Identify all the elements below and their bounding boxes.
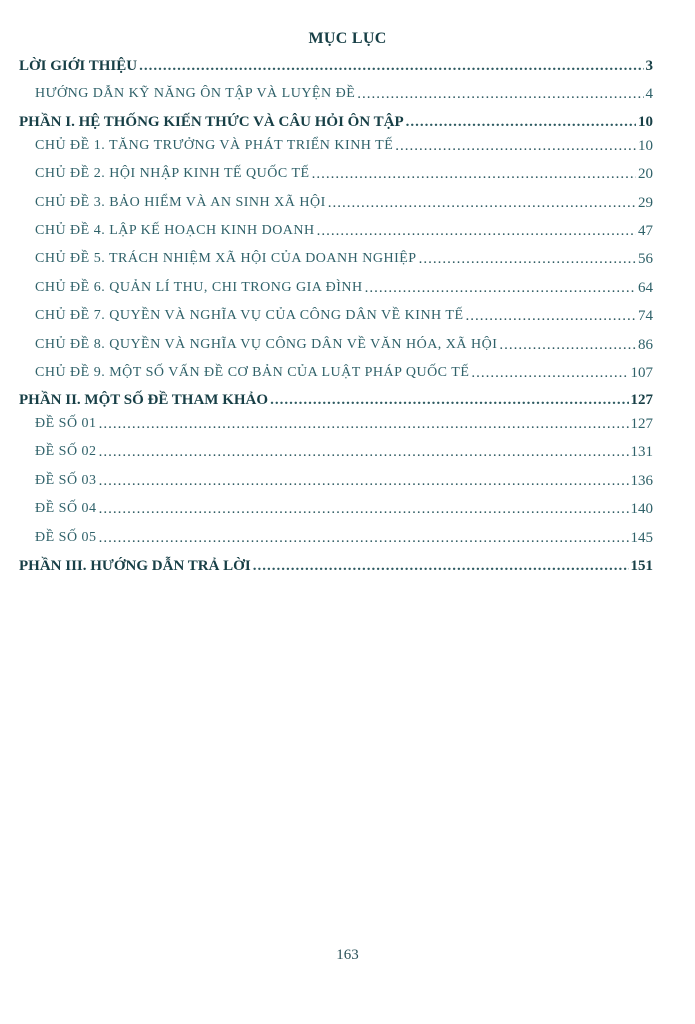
- toc-entry-page: 136: [630, 473, 653, 489]
- toc-entry-label: CHỦ ĐỀ 8. QUYỀN VÀ NGHĨA VỤ CÔNG DÂN VỀ VĂN HÓA, XÃ HỘI: [35, 337, 498, 352]
- toc-entry-label: CHỦ ĐỀ 5. TRÁCH NHIỆM XÃ HỘI CỦA DOANH NGHIỆP: [35, 251, 417, 266]
- toc-entry-page: 4: [645, 86, 653, 102]
- toc-entry-part-1[interactable]: [0, 111, 695, 131]
- toc-entry-label: PHẦN III. HƯỚNG DẪN TRẢ LỜI: [19, 558, 251, 574]
- toc-entry-page: 10: [638, 138, 653, 154]
- page-title: MỤC LỤC: [308, 30, 387, 47]
- toc-entry-label: ĐỀ SỐ 04: [35, 501, 97, 516]
- toc-entry-exam-05[interactable]: [0, 527, 695, 547]
- toc-entry-part-3[interactable]: [0, 555, 695, 575]
- toc-entry-label: ĐỀ SỐ 05: [35, 530, 97, 545]
- toc-entry-page: 3: [645, 58, 653, 74]
- toc-entry-label: PHẦN II. MỘT SỐ ĐỀ THAM KHẢO: [19, 392, 269, 408]
- toc-entry-page: 127: [630, 416, 653, 432]
- dot-leader: [99, 472, 629, 490]
- toc-entry-page: 64: [638, 280, 653, 296]
- toc-entry-label: CHỦ ĐỀ 7. QUYỀN VÀ NGHĨA VỤ CỦA CÔNG DÂN VỀ KINH TẾ: [35, 308, 464, 323]
- toc-entry-exam-04[interactable]: [0, 498, 695, 518]
- dot-leader: [466, 307, 636, 325]
- toc-entry-topic-4[interactable]: [0, 220, 695, 240]
- toc-entry-label: CHỦ ĐỀ 3. BẢO HIỂM VÀ AN SINH XÃ HỘI: [35, 195, 326, 210]
- dot-leader: [406, 113, 636, 131]
- dot-leader: [99, 415, 629, 433]
- toc-entry-topic-7[interactable]: [0, 305, 695, 325]
- toc-entry-page: 151: [630, 558, 653, 574]
- toc-entry-exam-03[interactable]: [0, 470, 695, 490]
- toc-entry-page: 47: [638, 223, 653, 239]
- toc-entry-page: 140: [630, 501, 653, 517]
- dot-leader: [499, 336, 636, 354]
- toc-entry-label: CHỦ ĐỀ 1. TĂNG TRƯỞNG VÀ PHÁT TRIỂN KINH TẾ: [35, 138, 394, 153]
- toc-entry-label: ĐỀ SỐ 03: [35, 473, 97, 488]
- toc-entry-label: LỜI GIỚI THIỆU: [19, 58, 138, 74]
- toc-entry-topic-5[interactable]: [0, 248, 695, 268]
- dot-leader: [99, 500, 629, 518]
- dot-leader: [365, 279, 636, 297]
- dot-leader: [99, 529, 629, 547]
- dot-leader: [328, 194, 636, 212]
- toc-entry-topic-9[interactable]: [0, 362, 695, 382]
- toc-entry-page: 20: [638, 166, 653, 182]
- dot-leader: [317, 222, 636, 240]
- toc-entry-exam-02[interactable]: [0, 441, 695, 461]
- page-number: 163: [336, 947, 359, 963]
- toc-entry-label: HƯỚNG DẪN KỸ NĂNG ÔN TẬP VÀ LUYỆN ĐỀ: [35, 86, 356, 101]
- toc-entry-page: 10: [638, 114, 653, 130]
- dot-leader: [357, 85, 643, 103]
- toc-entry-topic-1[interactable]: [0, 135, 695, 155]
- dot-leader: [312, 165, 636, 183]
- dot-leader: [99, 443, 629, 461]
- toc-entry-label: CHỦ ĐỀ 2. HỘI NHẬP KINH TẾ QUỐC TẾ: [35, 166, 310, 181]
- toc-entry-page: 29: [638, 195, 653, 211]
- toc-entry-page: 56: [638, 251, 653, 267]
- toc-entry-label: PHẦN I. HỆ THỐNG KIẾN THỨC VÀ CÂU HỎI ÔN TẬP: [19, 114, 404, 130]
- toc-entry-page: 86: [638, 337, 653, 353]
- toc-entry-page: 74: [638, 308, 653, 324]
- toc-entry-label: CHỦ ĐỀ 9. MỘT SỐ VẤN ĐỀ CƠ BẢN CỦA LUẬT PHÁP QUỐC TẾ: [35, 365, 470, 380]
- dot-leader: [139, 57, 643, 75]
- dot-leader: [270, 391, 628, 409]
- toc-entry-label: ĐỀ SỐ 02: [35, 444, 97, 459]
- toc-entry-topic-2[interactable]: [0, 163, 695, 183]
- toc-entry-label: CHỦ ĐỀ 4. LẬP KẾ HOẠCH KINH DOANH: [35, 223, 315, 238]
- toc-entry-label: CHỦ ĐỀ 6. QUẢN LÍ THU, CHI TRONG GIA ĐÌNH: [35, 280, 363, 295]
- toc-entry-label: ĐỀ SỐ 01: [35, 416, 97, 431]
- toc-entry-study-guide[interactable]: [0, 83, 695, 103]
- dot-leader: [253, 557, 629, 575]
- toc-entry-topic-8[interactable]: [0, 334, 695, 354]
- dot-leader: [471, 364, 628, 382]
- toc-entry-page: 127: [630, 392, 653, 408]
- toc-entry-topic-6[interactable]: [0, 277, 695, 297]
- toc-entry-exam-01[interactable]: [0, 413, 695, 433]
- toc-entry-page: 107: [630, 365, 653, 381]
- dot-leader: [395, 137, 636, 155]
- toc-entry-topic-3[interactable]: [0, 192, 695, 212]
- toc-entry-page: 145: [630, 530, 653, 546]
- toc-entry-introduction[interactable]: [0, 55, 695, 75]
- toc-entry-page: 131: [630, 444, 653, 460]
- toc-entry-part-2[interactable]: [0, 389, 695, 409]
- dot-leader: [419, 250, 636, 268]
